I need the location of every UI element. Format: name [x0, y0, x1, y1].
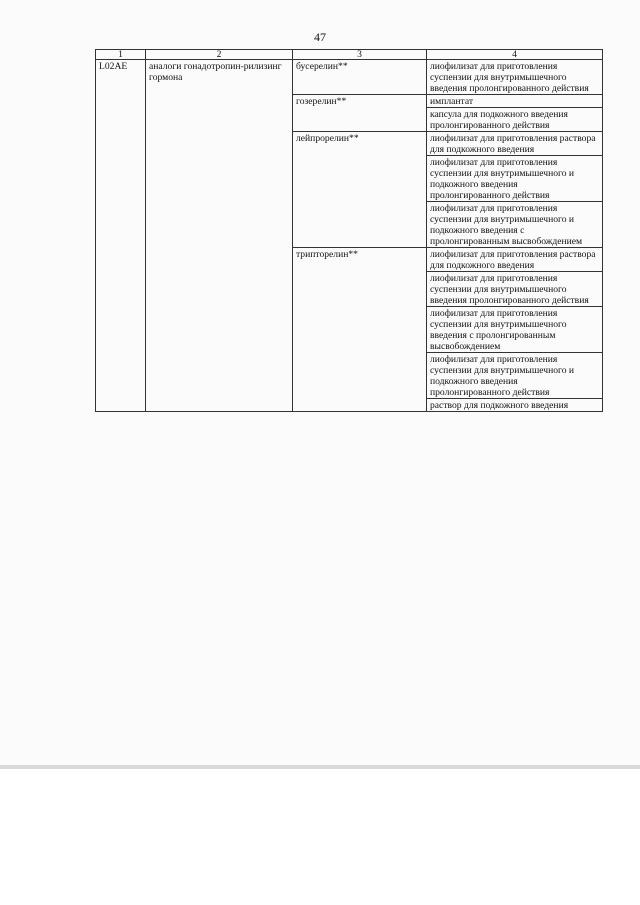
header-cell-1: 1 [96, 50, 146, 60]
drug-name-cell: гозерелин** [293, 95, 427, 132]
drug-table [95, 49, 603, 412]
dosage-form-cell: раствор для подкожного введения [427, 399, 603, 412]
table-row [96, 60, 603, 95]
drug-name-cell: трипторелин** [293, 248, 427, 412]
dosage-form-cell: лиофилизат для приготовления суспензии для внутримышечного введения пролонгированного действия [427, 60, 603, 95]
group-name-cell: аналоги гонадотропин-рилизинг гормона [146, 60, 293, 412]
dosage-form-cell: лиофилизат для приготовления суспензии для внутримышечного введения пролонгированного действия [427, 272, 603, 307]
atc-code-cell: L02AE [96, 60, 146, 412]
dosage-form-cell: лиофилизат для приготовления раствора для подкожного введения [427, 132, 603, 156]
dosage-form-cell: капсула для подкожного введения пролонгированного действия [427, 108, 603, 132]
dosage-form-cell: лиофилизат для приготовления суспензии для внутримышечного и подкожного введения пролонгированного действия [427, 353, 603, 399]
header-cell-2: 2 [146, 50, 293, 60]
header-cell-3: 3 [293, 50, 427, 60]
page-bottom-edge [0, 765, 640, 769]
header-row [96, 50, 603, 60]
drug-name-cell: лейпрорелин** [293, 132, 427, 248]
header-cell-4: 4 [427, 50, 603, 60]
dosage-form-cell: лиофилизат для приготовления суспензии для внутримышечного и подкожного введения с пролонгированным высвобождением [427, 202, 603, 248]
dosage-form-cell: лиофилизат для приготовления суспензии для внутримышечного и подкожного введения пролонгированного действия [427, 156, 603, 202]
dosage-form-cell: лиофилизат для приготовления суспензии для внутримышечного введения с пролонгированным высвобождением [427, 307, 603, 353]
dosage-form-cell: лиофилизат для приготовления раствора для подкожного введения [427, 248, 603, 272]
drug-name-cell: бусерелин** [293, 60, 427, 95]
page-number: 47 [314, 30, 326, 44]
dosage-form-cell: имплантат [427, 95, 603, 108]
